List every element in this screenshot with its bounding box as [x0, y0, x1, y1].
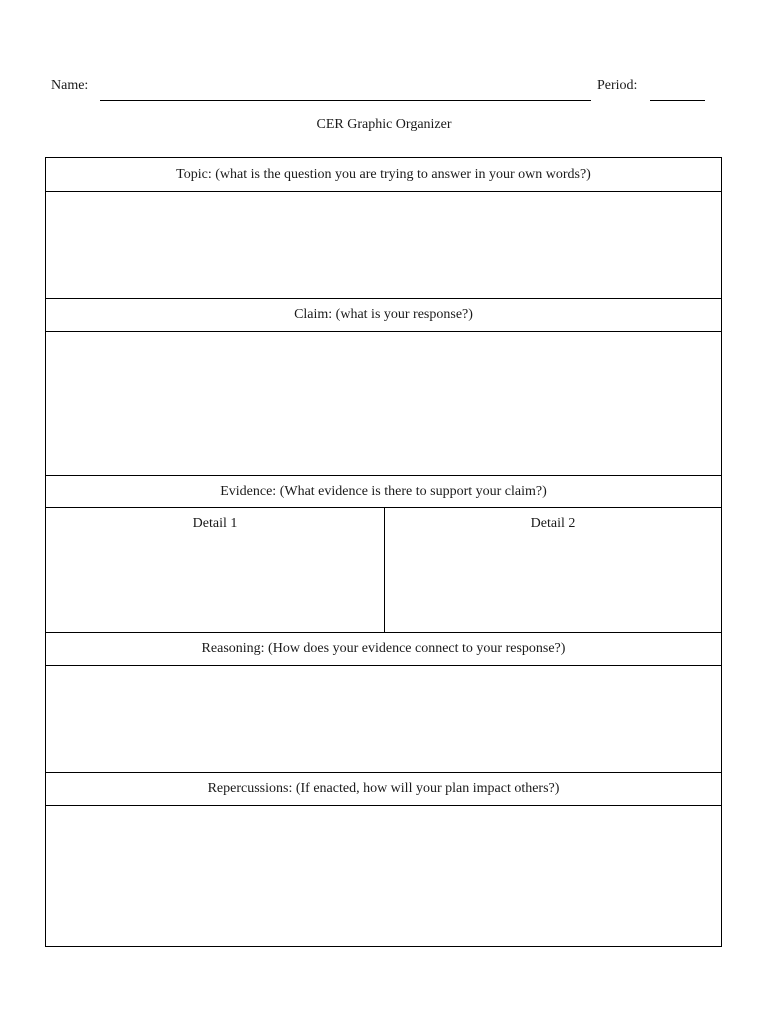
- repercussions-heading: Repercussions: (If enacted, how will your plan impact others?): [207, 781, 560, 796]
- evidence-details-row: [46, 508, 721, 633]
- name-label: Name:: [51, 78, 89, 93]
- claim-heading: Claim: (what is your response?): [294, 307, 473, 322]
- detail-1-box[interactable]: [46, 508, 385, 632]
- detail-1-label: Detail 1: [192, 516, 238, 531]
- claim-heading-row: [46, 299, 721, 332]
- period-field[interactable]: [650, 100, 705, 101]
- reasoning-answer-box[interactable]: [46, 666, 721, 773]
- detail-2-label: Detail 2: [530, 516, 576, 531]
- reasoning-heading: Reasoning: (How does your evidence connect to your response?): [201, 641, 566, 656]
- name-field[interactable]: [100, 100, 591, 101]
- detail-2-box[interactable]: [385, 508, 721, 632]
- repercussions-heading-row: [46, 773, 721, 806]
- organizer-table: [45, 157, 722, 947]
- period-label: Period:: [597, 78, 638, 93]
- topic-heading: Topic: (what is the question you are trying to answer in your own words?): [176, 167, 591, 182]
- evidence-heading-row: [46, 476, 721, 508]
- claim-answer-box[interactable]: [46, 332, 721, 476]
- repercussions-answer-box[interactable]: [46, 806, 721, 946]
- document-title: CER Graphic Organizer: [316, 117, 452, 132]
- evidence-heading: Evidence: (What evidence is there to support your claim?): [220, 484, 547, 499]
- topic-answer-box[interactable]: [46, 192, 721, 299]
- reasoning-heading-row: [46, 633, 721, 666]
- topic-heading-row: [46, 158, 721, 192]
